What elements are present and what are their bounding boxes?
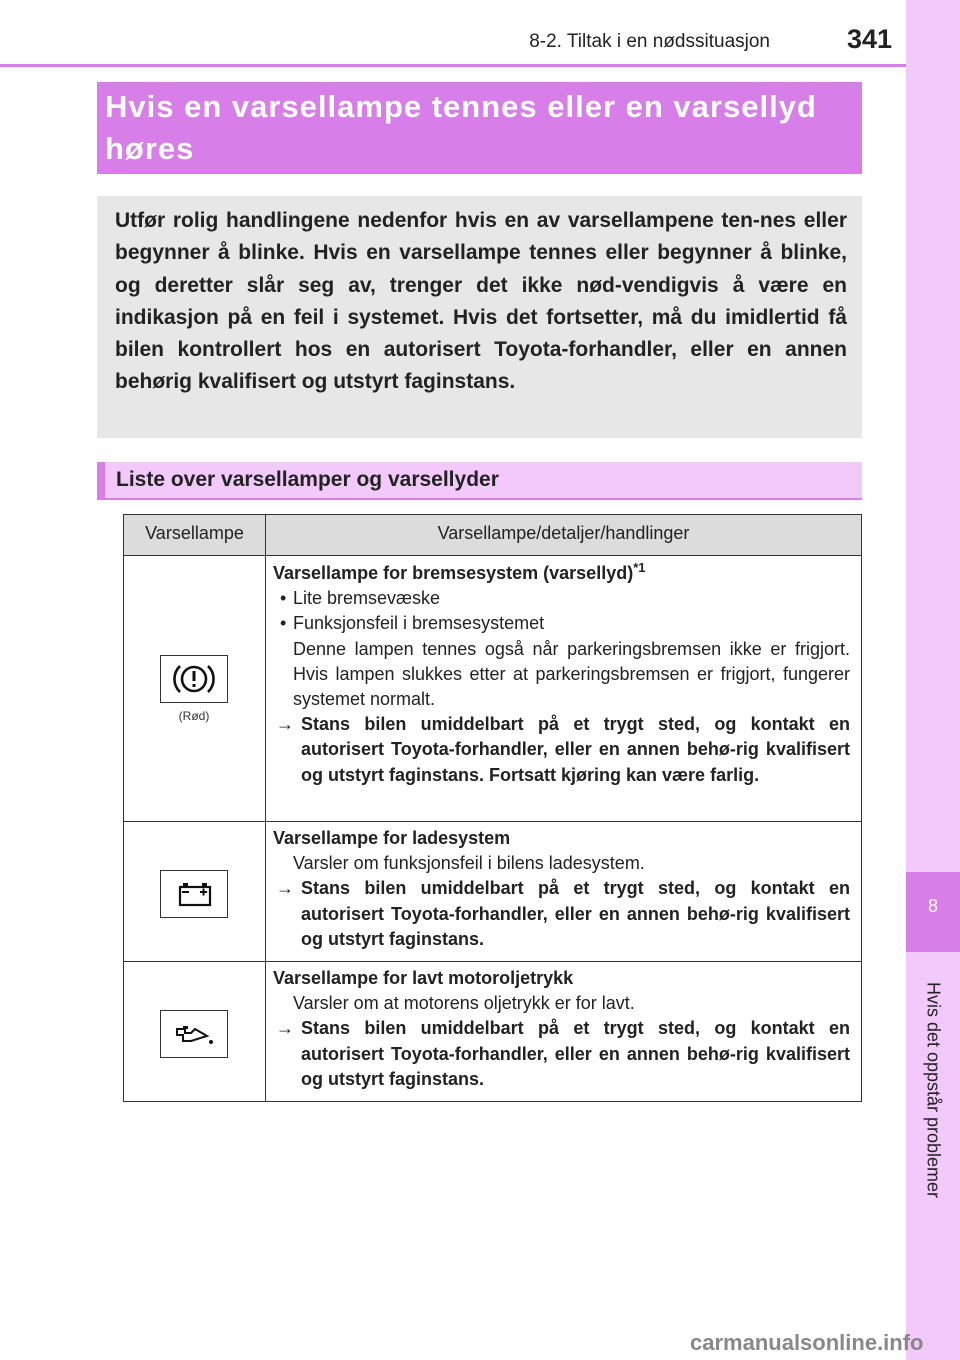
warning-action-text: Stans bilen umiddelbart på et trygt sted, og kontakt en autorisert Toyota-forhandler, eller en annen behø-rig kvalifisert og utstyrt faginstans. — [301, 878, 850, 949]
page-title: Hvis en varsellampe tennes eller en varsellyd høres — [105, 89, 817, 166]
subheading-accent — [97, 462, 105, 498]
warning-title: Varsellampe for ladesystem — [273, 828, 511, 848]
warning-note: Denne lampen tennes også når parkeringsbremsen ikke er frigjort. Hvis lampen slukkes etter at parkeringsbremsen er frigjort, fungerer systemet normalt. — [293, 638, 850, 710]
warning-lights-table — [123, 514, 862, 1102]
page-number: 341 — [846, 24, 892, 54]
warning-action-text: Stans bilen umiddelbart på et trygt sted, og kontakt en autorisert Toyota-forhandler, eller en annen behø-rig kvalifisert og utstyrt faginstans. Fortsatt kjøring kan være farlig. — [301, 714, 850, 785]
watermark: carmanualsonline.info — [690, 1330, 924, 1355]
section-title: 8-2. Tiltak i en nødssituasjon — [529, 31, 770, 52]
chapter-label: Hvis det oppstår problemer — [923, 981, 944, 1199]
warning-title — [273, 561, 850, 586]
list-item: • Funksjonsfeil i bremsesystemet — [273, 611, 850, 636]
arrow-right-icon: → — [276, 714, 294, 735]
warning-note: Varsler om funksjonsfeil i bilens ladesystem. — [293, 853, 645, 874]
warning-action — [273, 712, 850, 788]
table-header-details: Varsellampe/detaljer/handlinger — [437, 523, 690, 543]
table-cell-details — [273, 561, 850, 788]
warning-note: Varsler om at motorens oljetrykk er for lavt. — [293, 993, 635, 1014]
battery-charging-icon — [160, 870, 228, 918]
icon-caption: (Rød) — [178, 709, 210, 723]
table-row-divider — [124, 961, 861, 962]
header-divider — [0, 64, 906, 67]
table-row-divider — [124, 821, 861, 822]
footnote-ref: *1 — [633, 560, 646, 575]
intro-text: Utfør rolig handlingene nedenfor hvis en av varsellampene ten-nes eller begynner å blinke. Hvis en varsellampe tennes eller begynner å blinke, og deretter slår seg av, trenger det ikke nød-vendigvis å være en indikasjon på en feil i systemet. Hvis det fortsetter, må du imidlertid få bilen kontrollert hos en autorisert Toyota-forhandler, eller en annen behørig kvalifisert og utstyrt faginstans. — [115, 209, 847, 394]
subheading-bar — [97, 462, 862, 500]
warning-action — [273, 876, 850, 952]
table-cell-details — [273, 966, 850, 1092]
warning-title: Varsellampe for lavt motoroljetrykk — [273, 968, 574, 988]
warning-action-text: Stans bilen umiddelbart på et trygt sted, og kontakt en autorisert Toyota-forhandler, eller en annen behø-rig kvalifisert og utstyrt faginstans. — [301, 1018, 850, 1089]
table-cell-details — [273, 826, 850, 952]
arrow-right-icon: → — [276, 878, 294, 899]
table-column-divider — [265, 515, 266, 1101]
list-item: • Lite bremsevæske — [273, 586, 850, 611]
chapter-number: 8 — [927, 896, 938, 916]
oil-pressure-icon — [160, 1010, 228, 1058]
brake-warning-icon — [160, 655, 228, 703]
subheading-text: Liste over varsellamper og varsellyder — [116, 468, 499, 491]
arrow-right-icon: → — [276, 1018, 294, 1039]
table-header-lamp: Varsellampe — [145, 523, 244, 543]
table-header-row — [124, 515, 861, 556]
warning-title-text: Varsellampe for bremsesystem (varsellyd) — [273, 563, 634, 583]
warning-action — [273, 1016, 850, 1092]
